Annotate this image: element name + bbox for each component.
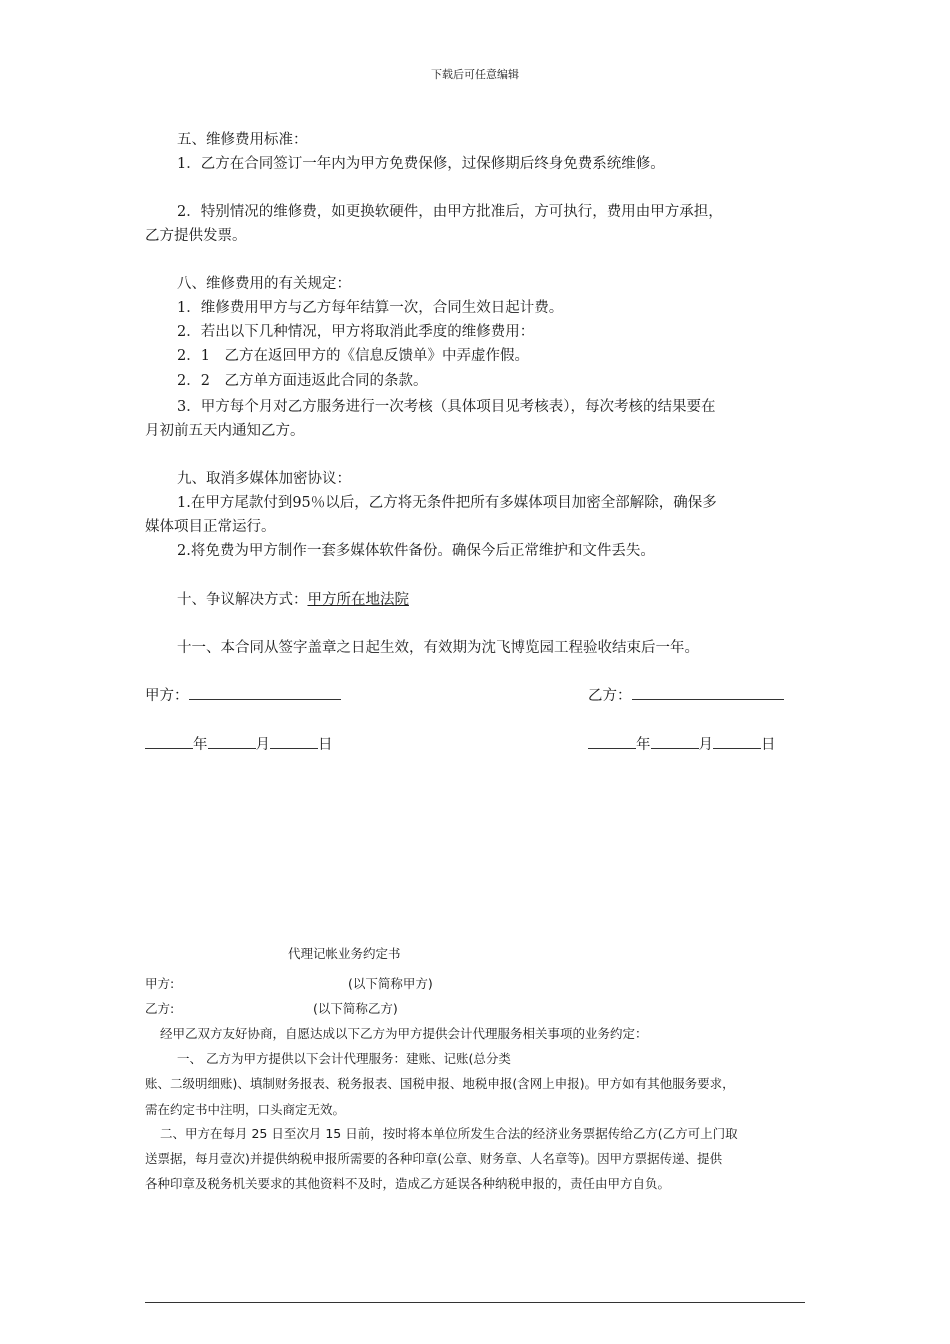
doc2-party-b-label: 乙方: [145,1001,175,1016]
day-blank [270,734,318,749]
doc2-party-a-label: 甲方: [145,976,175,991]
month-label: 月 [255,737,270,753]
section-10-value: 甲方所在地法院 [307,592,409,608]
party-b-blank [632,685,784,700]
section-5-title: 五、维修费用标准： [177,132,308,148]
party-b-date [588,733,776,757]
footer-divider [145,1302,805,1303]
doc2-party-a-note: (以下简称甲方) [348,976,433,991]
year-label: 年 [636,737,651,753]
section-5-item-1: 1．乙方在合同签订一年内为甲方免费保修，过保修期后终身免费系统维修。 [177,156,665,172]
section-9-item-1-line-2: 媒体项目正常运行。 [145,519,276,535]
day-label: 日 [761,737,776,753]
month-label: 月 [698,737,713,753]
doc2-party-b-note: (以下简称乙方) [313,1001,398,1016]
doc2-item-1-line-1: 一、 乙方为甲方提供以下会计代理服务：建账、记账(总分类 [177,1051,511,1066]
section-8-item-2: 2．若出以下几种情况，甲方将取消此季度的维修费用： [177,324,535,340]
section-10-label: 十、争议解决方式： [177,592,308,608]
section-5-item-2-line-2: 乙方提供发票。 [145,228,247,244]
section-10 [177,588,409,612]
section-8-item-2-2: 2．2 乙方单方面违返此合同的条款。 [177,373,428,389]
year-blank [588,734,636,749]
party-a-date [145,733,333,757]
doc2-item-2-line-3: 各种印章及税务机关要求的其他资料不及时，造成乙方延误各种纳税申报的，责任由甲方自负。 [145,1176,671,1191]
section-11: 十一、本合同从签字盖章之日起生效，有效期为沈飞博览园工程验收结束后一年。 [177,640,699,656]
party-b-label: 乙方： [588,688,632,704]
section-8-item-3-line-2: 月初前五天内通知乙方。 [145,423,305,439]
party-a-label: 甲方： [145,688,189,704]
doc2-intro: 经甲乙双方友好协商，自愿达成以下乙方为甲方提供会计代理服务相关事项的业务约定： [160,1026,648,1041]
section-9-item-1-line-1: 1.在甲方尾款付到95％以后，乙方将无条件把所有多媒体项目加密全部解除，确保多 [177,495,717,511]
day-blank [713,734,761,749]
doc2-item-1-line-2: 账、二级明细账)、填制财务报表、税务报表、国税申报、地税申报(含网上申报)。甲方如有其他服务要求， [145,1076,735,1091]
section-8-item-1: 1．维修费用甲方与乙方每年结算一次，合同生效日起计费。 [177,300,564,316]
year-label: 年 [193,737,208,753]
party-a-signature [145,684,341,708]
page-header: 下载后可任意编辑 [431,68,519,81]
doc2-title: 代理记帐业务约定书 [288,946,401,961]
party-a-blank [189,685,341,700]
year-blank [145,734,193,749]
section-9-item-2: 2.将免费为甲方制作一套多媒体软件备份。确保今后正常维护和文件丢失。 [177,543,655,559]
month-blank [651,734,699,749]
day-label: 日 [318,737,333,753]
section-5-item-2-line-1: 2．特别情况的维修费，如更换软硬件，由甲方批准后，方可执行，费用由甲方承担， [177,204,723,220]
section-9-title: 九、取消多媒体加密协议： [177,471,351,487]
party-b-signature [588,684,784,708]
month-blank [208,734,256,749]
section-8-title: 八、维修费用的有关规定： [177,276,351,292]
section-8-item-3-line-1: 3．甲方每个月对乙方服务进行一次考核（具体项目见考核表），每次考核的结果要在 [177,399,716,415]
doc2-item-2-line-2: 送票据，每月壹次)并提供纳税申报所需要的各种印章(公章、财务章、人名章等)。因甲方票据传递、提供 [145,1151,723,1166]
section-8-item-2-1: 2．1 乙方在返回甲方的《信息反馈单》中弄虚作假。 [177,348,529,364]
doc2-item-2-line-1: 二、甲方在每月 25 日至次月 15 日前，按时将本单位所发生合法的经济业务票据传给乙方(乙方可上门取 [160,1126,738,1141]
doc2-item-1-line-3: 需在约定书中注明，口头商定无效。 [145,1102,346,1117]
